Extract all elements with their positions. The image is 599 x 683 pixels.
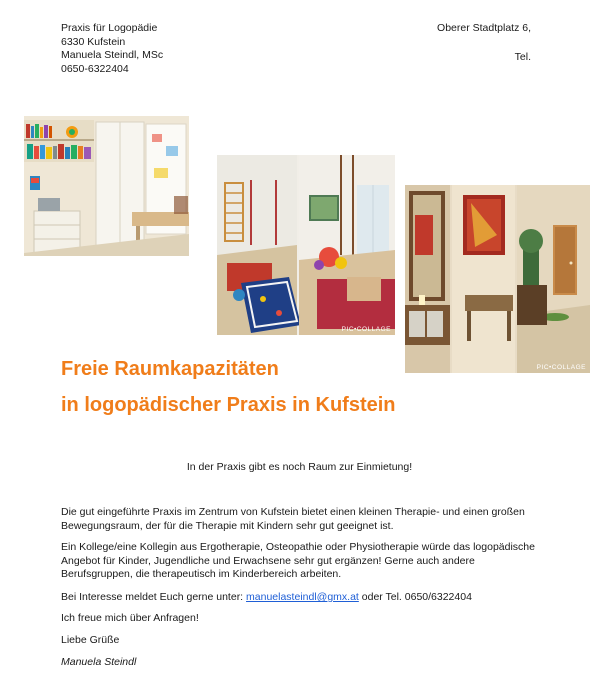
headline-line-2: in logopädischer Praxis in Kufstein	[61, 394, 396, 416]
collage-watermark: PIC•COLLAGE	[536, 364, 586, 371]
greeting: Liebe Grüße	[61, 634, 120, 646]
street-address: Oberer Stadtplatz 6,	[437, 22, 531, 34]
collage-watermark: PIC•COLLAGE	[341, 326, 391, 333]
practice-name: Praxis für Logopädie	[61, 22, 158, 34]
headline-line-1: Freie Raumkapazitäten	[61, 358, 279, 380]
paragraph-closing: Ich freue mich über Anfragen!	[61, 612, 199, 624]
sender-block	[61, 22, 163, 76]
address-block	[437, 22, 531, 64]
paragraph-professions: Ein Kollege/eine Kollegin aus Ergotherapie, Osteopathie oder Physiotherapie würde das logopädische Angebot für Kinder, Jugendliche und Erwachsene sehr gut ergänzen! Gerne auch andere Berufsgruppen, die therapeutisch im Kinderbereich arbeiten.	[61, 541, 535, 580]
paragraph-description: Die gut eingeführte Praxis im Zentrum von Kufstein bietet einen kleinen Therapie- und einen großen Bewegungsraum, der für die Therapie mit Kindern sehr gut geeignet ist.	[61, 506, 525, 532]
movement-room-illustration	[217, 155, 395, 335]
email-link[interactable]: manuelasteindl@gmx.at	[246, 591, 359, 603]
photo-entrance-hall	[405, 185, 590, 373]
paragraph-contact	[61, 591, 541, 605]
phone-number: 0650-6322404	[61, 62, 129, 75]
intro-text: In der Praxis gibt es noch Raum zur Einmietung!	[186, 461, 413, 473]
photo-therapy-room	[24, 116, 189, 303]
tel-label: Tel.	[514, 50, 531, 63]
collage-watermark: PIC•COLLAGE	[135, 294, 185, 301]
postal-city: 6330 Kufstein	[61, 35, 126, 48]
signature: Manuela Steindl	[61, 656, 137, 668]
photo-movement-room	[217, 155, 395, 335]
contact-prefix: Bei Interesse meldet Euch gerne unter:	[61, 591, 247, 603]
contact-suffix: oder Tel. 0650/6322404	[358, 591, 472, 603]
therapist-name: Manuela Steindl, MSc	[61, 49, 164, 61]
entrance-hall-illustration	[405, 185, 590, 373]
therapy-room-illustration	[24, 116, 189, 303]
